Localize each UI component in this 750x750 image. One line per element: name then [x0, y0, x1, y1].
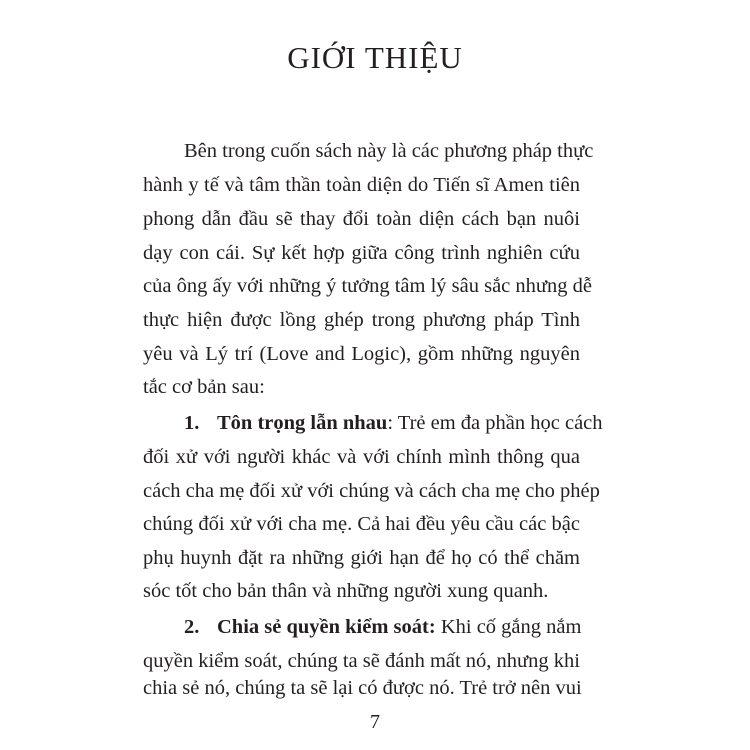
- paragraph-line: tắc cơ bản sau:: [143, 376, 265, 398]
- list-item-first-line: [143, 614, 580, 640]
- paragraph-line: quyền kiểm soát, chúng ta sẽ đánh mất nó, nhưng khi: [143, 650, 580, 672]
- paragraph-line: của ông ấy với những ý tưởng tâm lý sâu sắc nhưng dễ: [143, 275, 592, 297]
- paragraph-line: thực hiện được lồng ghép trong phương pháp Tình: [143, 309, 580, 331]
- paragraph-line: đối xử với người khác và với chính mình thông qua: [143, 446, 580, 468]
- paragraph-line: yêu và Lý trí (Love and Logic), gồm những nguyên: [143, 343, 580, 365]
- list-number: 2.: [184, 616, 200, 638]
- list-item-first-line: [143, 410, 603, 436]
- list-term: Tôn trọng lẫn nhau: [217, 412, 388, 434]
- list-text: : Trẻ em đa phần học cách: [387, 412, 603, 434]
- list-number: 1.: [184, 412, 200, 434]
- page-title: GIỚI THIỆU: [287, 40, 463, 75]
- paragraph-line: sóc tốt cho bản thân và những người xung quanh.: [143, 580, 549, 602]
- list-term: Chia sẻ quyền kiểm soát:: [217, 616, 436, 638]
- paragraph-line: chúng đối xử với cha mẹ. Cả hai đều yêu cầu các bậc: [143, 513, 580, 535]
- page-number: 7: [370, 711, 380, 733]
- paragraph-line: dạy con cái. Sự kết hợp giữa công trình nghiên cứu: [143, 242, 580, 264]
- paragraph-line: phụ huynh đặt ra những giới hạn để họ có thể chăm: [143, 547, 580, 569]
- paragraph-line: chia sẻ nó, chúng ta sẽ lại có được nó. Trẻ trở nên vui: [143, 677, 582, 699]
- list-text: Khi cố gắng nắm: [435, 616, 582, 638]
- paragraph-line: hành y tế và tâm thần toàn diện do Tiến sĩ Amen tiên: [143, 174, 580, 196]
- paragraph-line: Bên trong cuốn sách này là các phương pháp thực: [184, 140, 594, 162]
- paragraph-line: phong dẫn đầu sẽ thay đổi toàn diện cách bạn nuôi: [143, 208, 580, 230]
- paragraph-line: cách cha mẹ đối xử với chúng và cách cha mẹ cho phép: [143, 480, 600, 502]
